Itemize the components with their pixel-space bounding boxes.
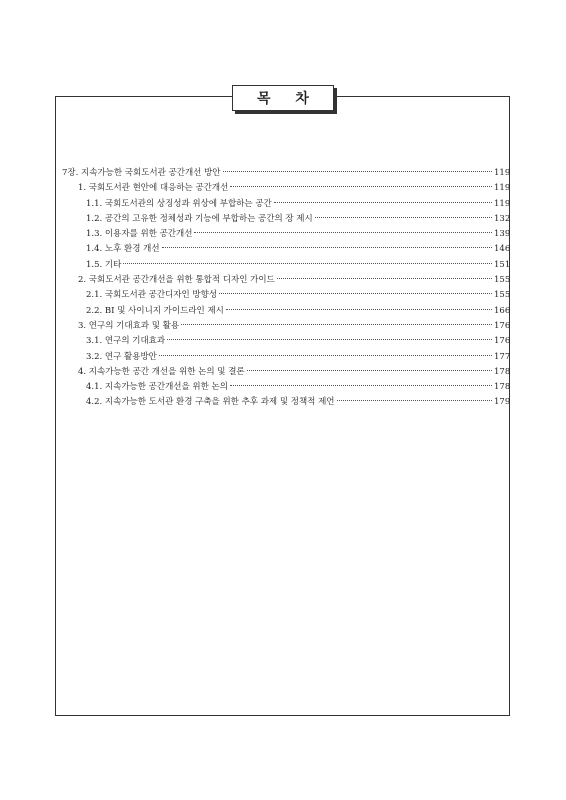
toc-entry-text: 3.2. 연구 활용방안	[86, 351, 157, 362]
toc-entry-text: 4.2. 지속가능한 도서관 환경 구축을 위한 추후 과제 및 정책적 제언	[86, 397, 335, 408]
toc-entry-text: 2.1. 국회도서관 공간디자인 방향성	[86, 290, 218, 301]
toc-entry-text: 7장. 지속가능한 국회도서관 공간개선 방안	[62, 168, 221, 178]
toc-entry-page: 176	[494, 336, 511, 347]
toc-leader	[277, 278, 492, 279]
toc-leader	[159, 355, 492, 356]
toc-entry-page: 146	[494, 244, 511, 255]
toc-leader	[223, 171, 492, 172]
toc-leader	[274, 202, 492, 203]
toc-entry-text: 3. 연구의 기대효과 및 활용	[78, 320, 180, 331]
toc-entry-text: 3.1. 연구의 기대효과	[86, 336, 166, 347]
toc-entry[interactable]	[62, 365, 510, 380]
toc-entry-text: 1. 국회도서관 현안에 대응하는 공간개선	[78, 183, 229, 194]
toc-entry-text: 1.1. 국회도서관의 상징성과 위상에 부합하는 공간	[86, 198, 272, 209]
toc-leader	[337, 400, 492, 401]
toc-leader	[247, 370, 492, 371]
toc-entry-text: 4.1. 지속가능한 공간개선을 위한 논의	[86, 382, 228, 393]
toc-entry[interactable]	[62, 197, 510, 212]
toc-entry-text: 4. 지속가능한 공간 개선을 위한 논의 및 결론	[78, 366, 245, 377]
toc-list	[62, 166, 510, 411]
toc-leader	[123, 263, 492, 264]
toc-entry[interactable]	[62, 181, 510, 196]
toc-entry-page: 151	[494, 259, 511, 270]
toc-entry-page: 132	[494, 213, 511, 224]
toc-leader	[226, 309, 492, 310]
toc-leader	[167, 339, 492, 340]
toc-entry[interactable]	[62, 350, 510, 365]
toc-entry[interactable]	[62, 242, 510, 257]
toc-entry-page: 166	[494, 305, 511, 316]
toc-entry-text: 1.3. 이용자를 위한 공간개선	[86, 229, 193, 240]
toc-leader	[219, 293, 492, 294]
toc-entry-text: 1.2. 공간의 고유한 정체성과 기능에 부합하는 공간의 장 제시	[86, 213, 313, 224]
toc-entry[interactable]	[62, 334, 510, 349]
toc-entry[interactable]	[62, 166, 510, 181]
toc-entry[interactable]	[62, 258, 510, 273]
toc-entry[interactable]	[62, 273, 510, 288]
toc-entry[interactable]	[62, 288, 510, 303]
toc-entry-page: 119	[494, 168, 511, 178]
toc-entry-page: 139	[494, 229, 511, 240]
toc-entry-page: 155	[494, 275, 511, 286]
toc-entry-page: 119	[494, 183, 511, 194]
toc-entry[interactable]	[62, 227, 510, 242]
toc-leader	[162, 247, 492, 248]
toc-entry-page: 155	[494, 290, 511, 301]
toc-entry-page: 178	[494, 366, 511, 377]
toc-title: 목 차	[232, 85, 334, 111]
toc-entry[interactable]	[62, 380, 510, 395]
toc-entry-page: 179	[494, 397, 511, 408]
toc-leader	[230, 186, 492, 187]
toc-leader	[194, 232, 492, 233]
toc-entry-page: 177	[494, 351, 511, 362]
toc-entry-text: 2.2. BI 및 사이니지 가이드라인 제시	[86, 305, 224, 316]
toc-leader	[181, 324, 492, 325]
toc-entry-page: 178	[494, 382, 511, 393]
toc-entry-text: 2. 국회도서관 공간개선을 위한 통합적 디자인 가이드	[78, 275, 275, 286]
toc-leader	[230, 385, 492, 386]
toc-entry-page: 176	[494, 320, 511, 331]
toc-entry[interactable]	[62, 395, 510, 410]
toc-entry-page: 119	[494, 198, 511, 209]
toc-entry[interactable]	[62, 212, 510, 227]
toc-leader	[315, 217, 492, 218]
toc-entry-text: 1.4. 노후 환경 개선	[86, 244, 160, 255]
toc-entry-text: 1.5. 기타	[86, 259, 122, 270]
toc-entry[interactable]	[62, 319, 510, 334]
toc-entry[interactable]	[62, 304, 510, 319]
